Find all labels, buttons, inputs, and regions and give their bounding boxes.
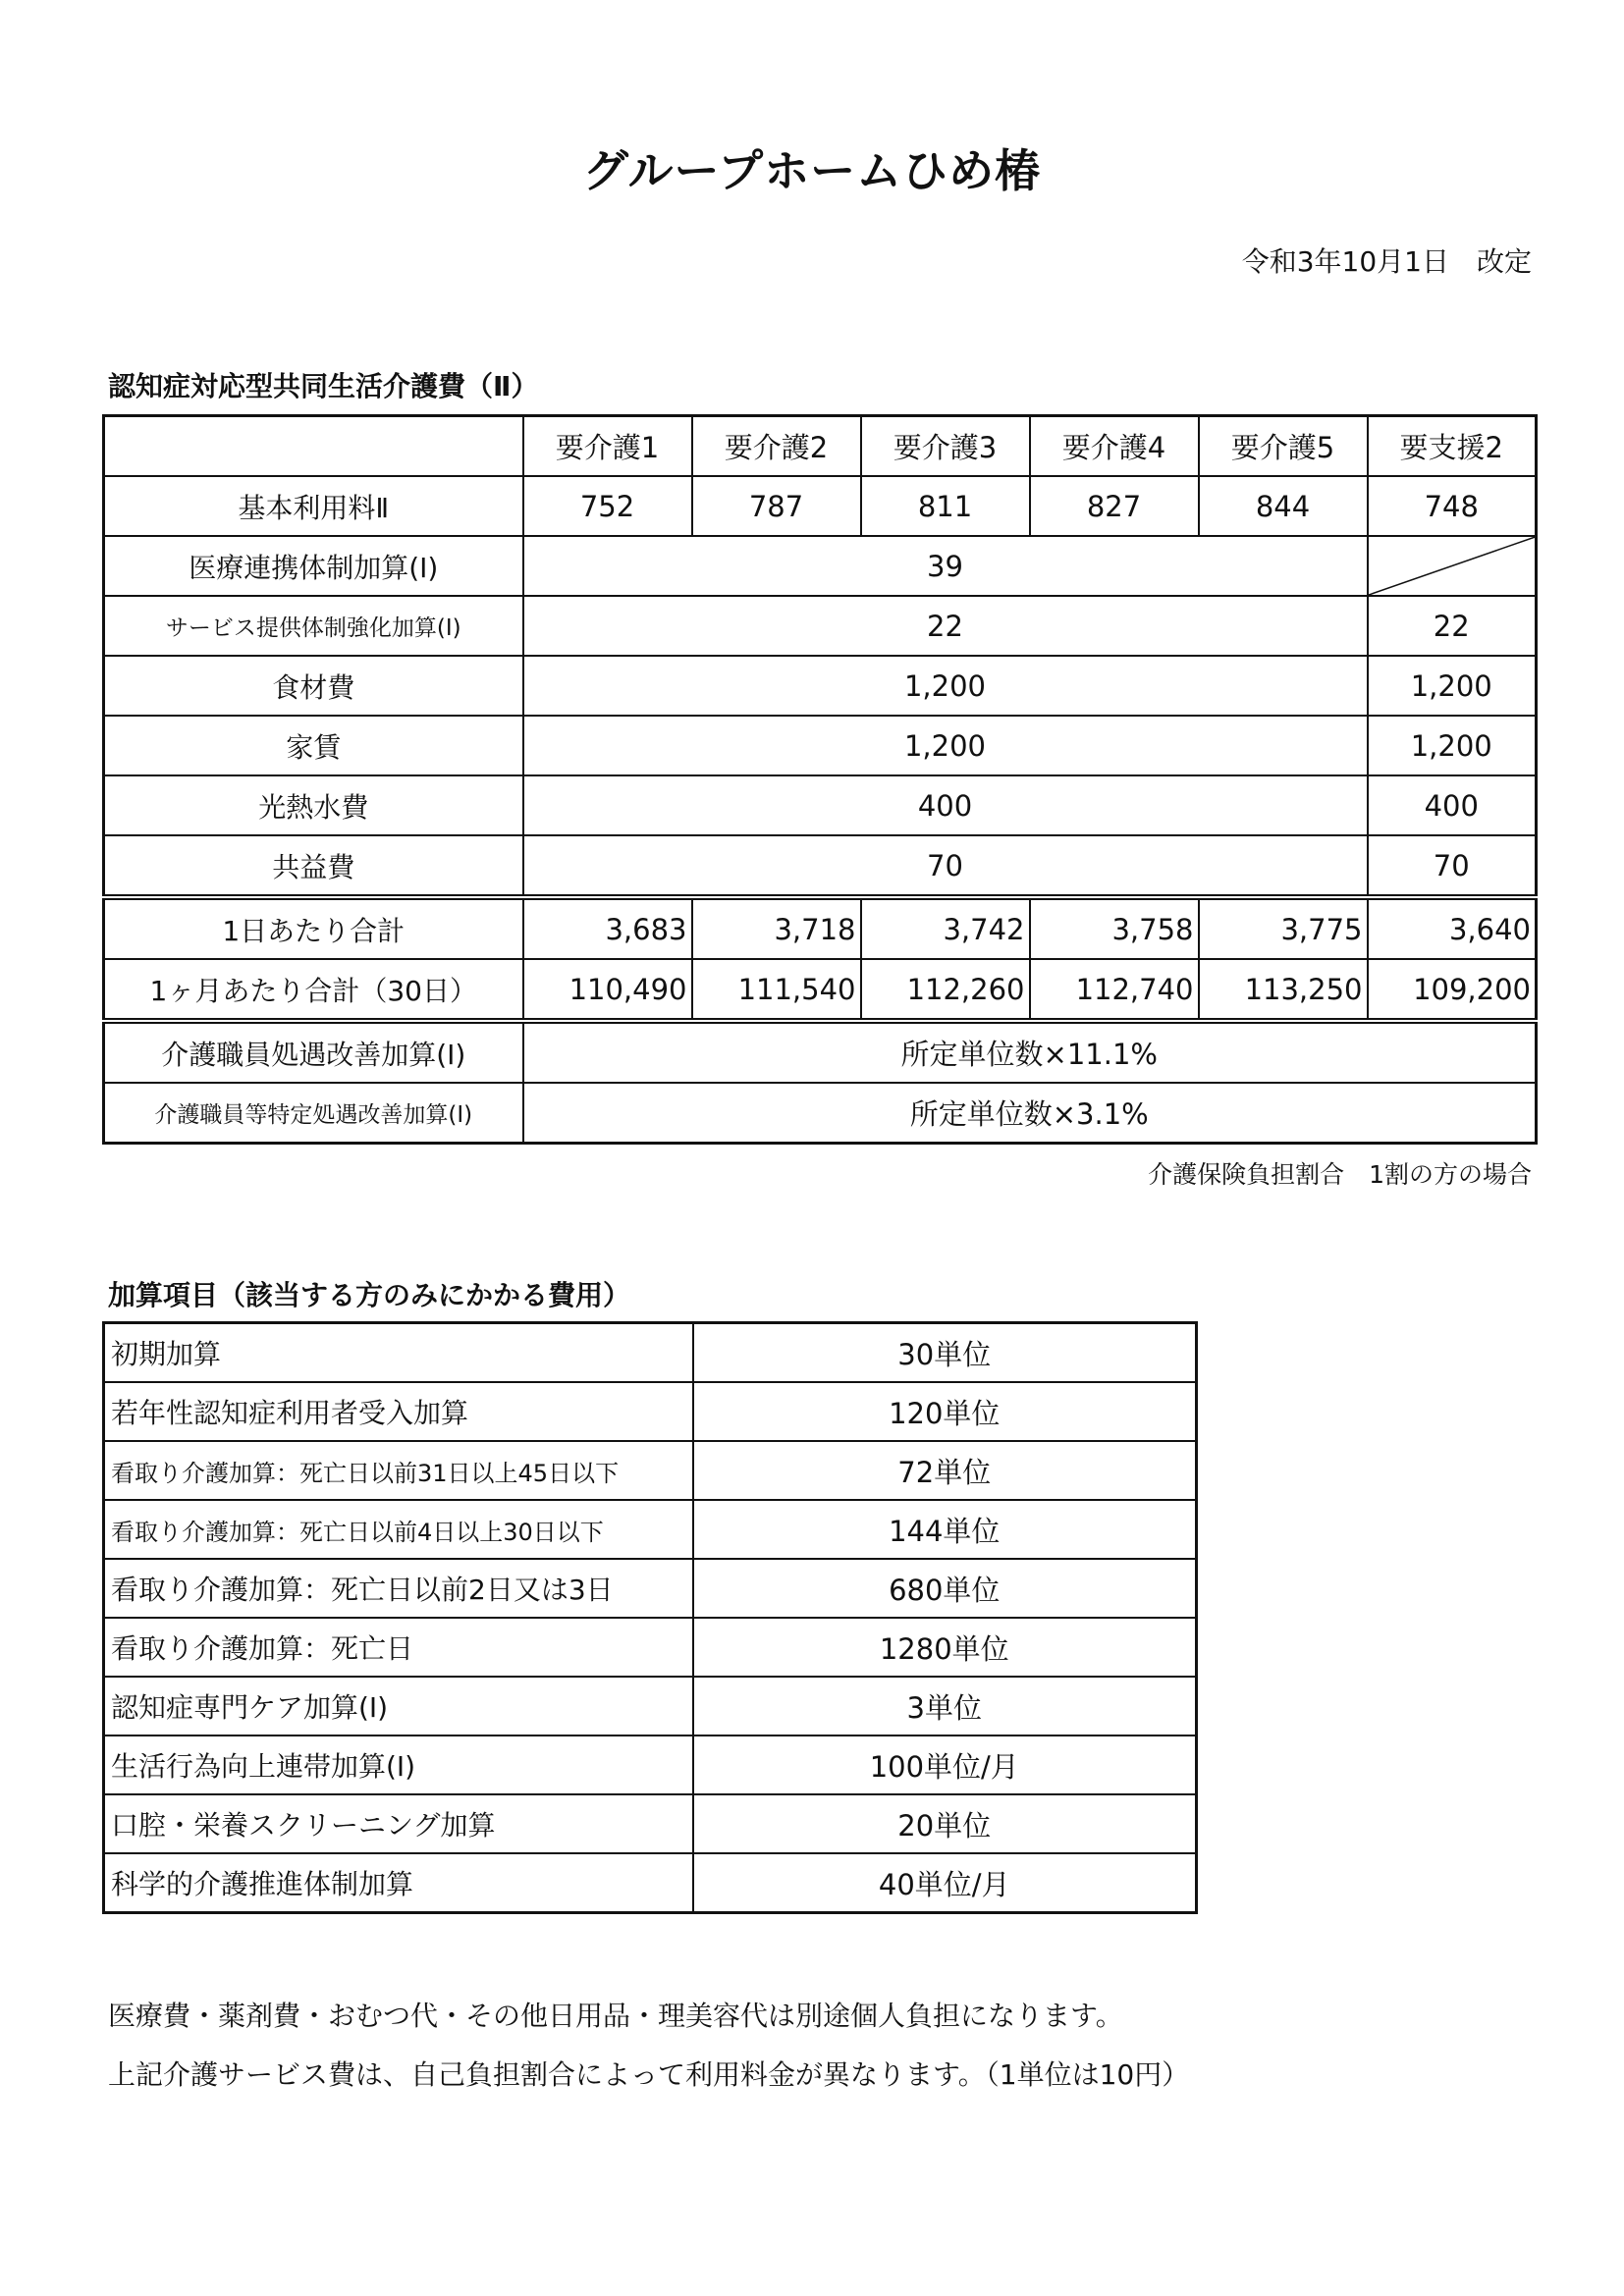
header-cell: 要介護4 (1030, 416, 1199, 477)
addon-row (104, 1441, 1197, 1500)
addon-row (104, 1500, 1197, 1559)
addon-units: 680単位 (693, 1559, 1197, 1618)
addon-units: 30単位 (693, 1323, 1197, 1383)
value-cell: 1,200 (1368, 716, 1537, 775)
header-cell: 要介護1 (523, 416, 692, 477)
addon-units: 144単位 (693, 1500, 1197, 1559)
row-label: 共益費 (104, 835, 523, 897)
value-cell: 1,200 (523, 656, 1368, 716)
value-cell: 1,200 (523, 716, 1368, 775)
rent-row (104, 716, 1537, 775)
value-cell: 400 (523, 775, 1368, 835)
value-cell: 3,742 (861, 897, 1030, 959)
value-cell: 3,758 (1030, 897, 1199, 959)
value-cell: 22 (1368, 596, 1537, 656)
addon-row (104, 1794, 1197, 1853)
utilities-row (104, 775, 1537, 835)
header-cell: 要介護2 (692, 416, 861, 477)
value-cell: 3,775 (1199, 897, 1368, 959)
medical-row (104, 536, 1537, 596)
addon-table (102, 1321, 1198, 1914)
value-cell: 1,200 (1368, 656, 1537, 716)
row-label: 基本利用料Ⅱ (104, 476, 523, 536)
value-cell: 所定単位数×3.1% (523, 1083, 1537, 1144)
row-label: 食材費 (104, 656, 523, 716)
addon-units: 40単位/月 (693, 1853, 1197, 1913)
value-cell: 所定単位数×11.1% (523, 1021, 1537, 1083)
addon-units: 1280単位 (693, 1618, 1197, 1677)
row-label: サービス提供体制強化加算(Ⅰ) (104, 596, 523, 656)
value-cell: 110,490 (523, 959, 692, 1021)
addon-units: 100単位/月 (693, 1735, 1197, 1794)
value-cell: 70 (523, 835, 1368, 897)
fee-note: 介護保険負担割合 1割の方の場合 (1148, 1160, 1532, 1189)
addon-item: 口腔・栄養スクリーニング加算 (104, 1794, 693, 1853)
addon-item: 初期加算 (104, 1323, 693, 1383)
row-label: 1ヶ月あたり合計（30日） (104, 959, 523, 1021)
row-label: 介護職員処遇改善加算(Ⅰ) (104, 1021, 523, 1083)
value-cell: 22 (523, 596, 1368, 656)
diagonal-line-icon (1369, 537, 1536, 595)
addon-item: 科学的介護推進体制加算 (104, 1853, 693, 1913)
basic-fee-row (104, 476, 1537, 536)
addon-units: 120単位 (693, 1382, 1197, 1441)
common-row (104, 835, 1537, 897)
value-cell: 70 (1368, 835, 1537, 897)
footer-note: 上記介護サービス費は、自己負担割合によって利用料金が異なります。（1単位は10円） (108, 2058, 1190, 2091)
addon-units: 20単位 (693, 1794, 1197, 1853)
row-label: 医療連携体制加算(Ⅰ) (104, 536, 523, 596)
addon-item: 看取り介護加算：死亡日以前2日又は3日 (104, 1559, 693, 1618)
value-cell: 811 (861, 476, 1030, 536)
value-cell: 113,250 (1199, 959, 1368, 1021)
daily-total-row (104, 897, 1537, 959)
row-label: 1日あたり合計 (104, 897, 523, 959)
revised-date: 令和3年10月1日 改定 (1241, 245, 1532, 278)
fee-header-row (104, 416, 1537, 477)
not-applicable-cell (1368, 536, 1537, 596)
addon-row (104, 1853, 1197, 1913)
value-cell: 3,640 (1368, 897, 1537, 959)
header-blank-cell (104, 416, 523, 477)
addon-item: 看取り介護加算：死亡日 (104, 1618, 693, 1677)
value-cell: 111,540 (692, 959, 861, 1021)
addon-row (104, 1559, 1197, 1618)
value-cell: 827 (1030, 476, 1199, 536)
page-title: グループホームひめ椿 (582, 144, 1042, 197)
value-cell: 748 (1368, 476, 1537, 536)
row-label: 介護職員等特定処遇改善加算(Ⅰ) (104, 1083, 523, 1144)
value-cell: 109,200 (1368, 959, 1537, 1021)
row-label: 光熱水費 (104, 775, 523, 835)
header-cell: 要介護5 (1199, 416, 1368, 477)
value-cell: 3,683 (523, 897, 692, 959)
fee-table (102, 414, 1538, 1145)
value-cell: 112,260 (861, 959, 1030, 1021)
addon-item: 若年性認知症利用者受入加算 (104, 1382, 693, 1441)
header-cell: 要介護3 (861, 416, 1030, 477)
addon-row (104, 1323, 1197, 1383)
food-row (104, 656, 1537, 716)
addon-item: 看取り介護加算：死亡日以前4日以上30日以下 (104, 1500, 693, 1559)
value-cell: 3,718 (692, 897, 861, 959)
value-cell: 112,740 (1030, 959, 1199, 1021)
service-row (104, 596, 1537, 656)
addon-units: 72単位 (693, 1441, 1197, 1500)
addon-row (104, 1618, 1197, 1677)
row-label: 家賃 (104, 716, 523, 775)
value-cell: 752 (523, 476, 692, 536)
value-cell: 787 (692, 476, 861, 536)
value-cell: 39 (523, 536, 1368, 596)
addon-row (104, 1382, 1197, 1441)
addon-row (104, 1677, 1197, 1735)
addon-section-title: 加算項目（該当する方のみにかかる費用） (108, 1279, 631, 1311)
addon-row (104, 1735, 1197, 1794)
addon-item: 生活行為向上連帯加算(Ⅰ) (104, 1735, 693, 1794)
footer-note: 医療費・薬剤費・おむつ代・その他日用品・理美容代は別途個人負担になります。 (108, 2000, 1123, 2032)
fee-section-title: 認知症対応型共同生活介護費（Ⅱ） (108, 370, 539, 402)
value-cell: 844 (1199, 476, 1368, 536)
staff-improvement-row (104, 1021, 1537, 1083)
specific-improvement-row (104, 1083, 1537, 1144)
value-cell: 400 (1368, 775, 1537, 835)
header-cell: 要支援2 (1368, 416, 1537, 477)
addon-units: 3単位 (693, 1677, 1197, 1735)
monthly-total-row (104, 959, 1537, 1021)
addon-item: 認知症専門ケア加算(Ⅰ) (104, 1677, 693, 1735)
addon-item: 看取り介護加算：死亡日以前31日以上45日以下 (104, 1441, 693, 1500)
